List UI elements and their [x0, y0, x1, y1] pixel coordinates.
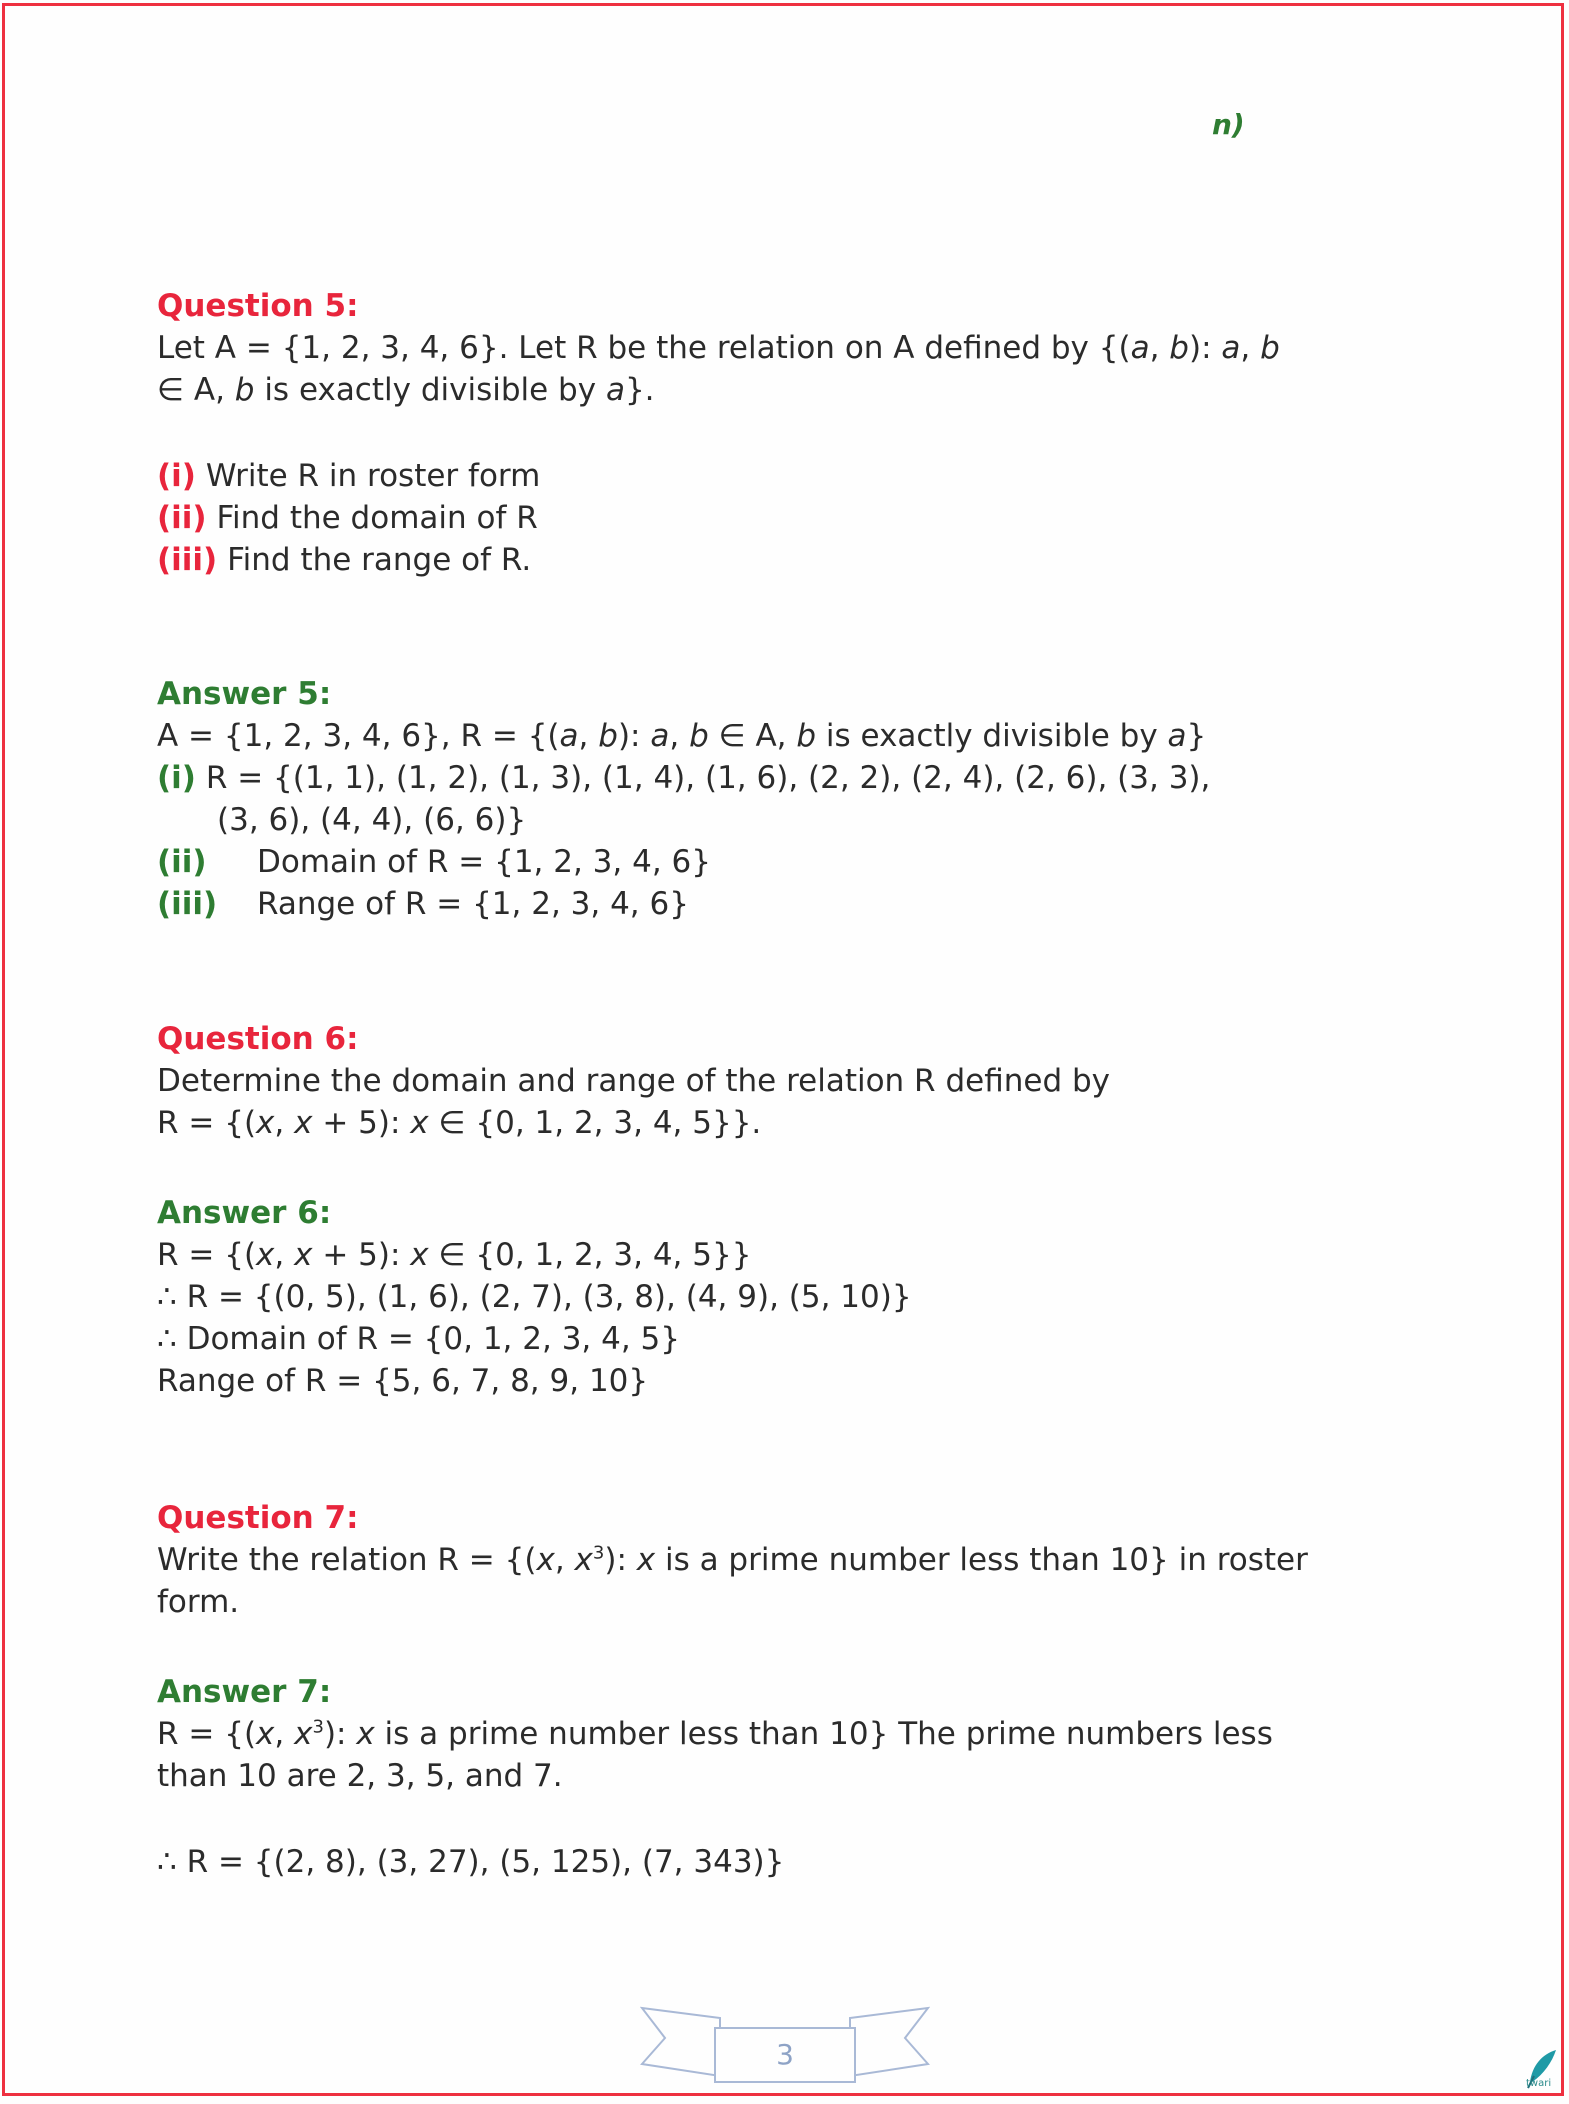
- question-7: [157, 1497, 1417, 1623]
- question-6: [157, 1018, 1417, 1144]
- top-mark: n): [1212, 108, 1245, 141]
- question-5-part-i: (i) Write R in roster form: [157, 458, 541, 494]
- question-7-heading: Question 7:: [157, 1500, 359, 1536]
- answer-7-line2: than 10 are 2, 3, 5, and 7.: [157, 1758, 563, 1794]
- answer-7-line3: ∴ R = {(2, 8), (3, 27), (5, 125), (7, 343)}: [157, 1844, 785, 1880]
- logo-text: twari: [1526, 2078, 1552, 2089]
- answer-5-heading: Answer 5:: [157, 676, 332, 712]
- answer-6-line3: ∴ Domain of R = {0, 1, 2, 3, 4, 5}: [157, 1321, 681, 1357]
- question-5-text-line2: ∈ A, b is exactly divisible by a}.: [157, 372, 655, 408]
- question-5-text-line1: Let A = {1, 2, 3, 4, 6}. Let R be the relation on A defined by {(a, b): a, b: [157, 330, 1280, 366]
- answer-5-part-ii: (ii) Domain of R = {1, 2, 3, 4, 6}: [157, 844, 711, 880]
- question-6-heading: Question 6:: [157, 1021, 359, 1057]
- answer-6-line1: R = {(x, x + 5): x ∈ {0, 1, 2, 3, 4, 5}}: [157, 1237, 752, 1273]
- question-5-part-ii: (ii) Find the domain of R: [157, 500, 538, 536]
- answer-6: [157, 1192, 1417, 1402]
- question-5-part-iii: (iii) Find the range of R.: [157, 542, 532, 578]
- answer-7-line1: R = {(x, $x^3$): x is a prime number less than 10} The prime numbers less: [157, 1716, 1273, 1752]
- answer-5-part-iii: (iii) Range of R = {1, 2, 3, 4, 6}: [157, 886, 689, 922]
- question-6-line2: R = {(x, x + 5): x ∈ {0, 1, 2, 3, 4, 5}}.: [157, 1105, 762, 1141]
- answer-7: [157, 1671, 1417, 1883]
- question-7-line2: form.: [157, 1584, 240, 1620]
- answer-5-part-i: (i) R = {(1, 1), (1, 2), (1, 3), (1, 4), (1, 6), (2, 2), (2, 4), (2, 6), (3, 3),: [157, 760, 1211, 796]
- answer-5: [157, 673, 1417, 925]
- answer-6-line2: ∴ R = {(0, 5), (1, 6), (2, 7), (3, 8), (4, 9), (5, 10)}: [157, 1279, 912, 1315]
- answer-7-heading: Answer 7:: [157, 1674, 332, 1710]
- question-5: [157, 285, 1417, 581]
- page-number: 3: [776, 2038, 794, 2071]
- answer-5-line1: A = {1, 2, 3, 4, 6}, R = {(a, b): a, b ∈ A, b is exactly divisible by a}: [157, 718, 1207, 754]
- question-5-heading: Question 5:: [157, 288, 359, 324]
- question-6-line1: Determine the domain and range of the relation R defined by: [157, 1063, 1110, 1099]
- answer-5-part-i-cont: (3, 6), (4, 4), (6, 6)}: [217, 802, 527, 838]
- answer-6-line4: Range of R = {5, 6, 7, 8, 9, 10}: [157, 1363, 649, 1399]
- answer-6-heading: Answer 6:: [157, 1195, 332, 1231]
- question-7-line1: Write the relation R = {(x, $x^3$): x is a prime number less than 10} in roster: [157, 1542, 1308, 1578]
